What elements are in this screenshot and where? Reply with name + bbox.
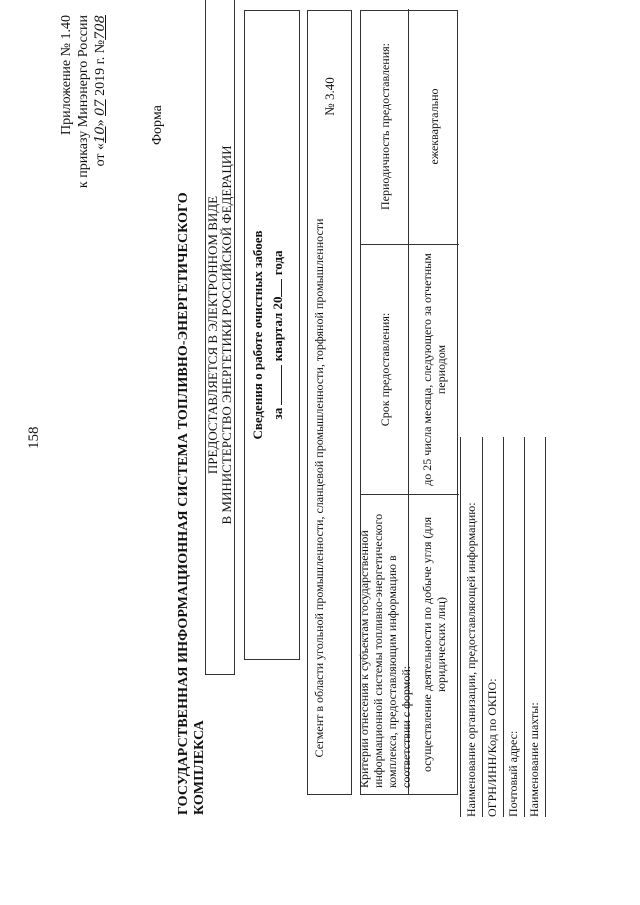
electronic-submission-box [205,0,235,675]
year-blank[interactable] [281,279,282,297]
report-period: за квартал 20 года [270,250,285,420]
deadline-header: Срок предоставления: [361,244,409,494]
page-number: 158 [26,426,42,449]
criteria-table [356,10,458,795]
info-fields [462,437,546,817]
appendix-block [58,15,109,215]
report-title-box [244,10,300,660]
period-header: Периодичность предоставления: [361,9,409,244]
electronic-line-1: ПРЕДОСТАВЛЯЕТСЯ В ЭЛЕКТРОННОМ ВИДЕ [205,195,220,475]
criteria-header: Критерии отнесения к субъектам государственной информационной системы топливно-энергетического комплекса, предоставляющим информацию в соответствии с формой: [361,494,409,794]
info-top-rule [460,437,461,817]
report-title: Сведения о работе очистных забоев [250,230,265,440]
appendix-line-1: Приложение № 1.40 [59,15,74,135]
form-number: № 3.40 [321,77,337,116]
org-name-field[interactable]: Наименование организации, предоставляющей информацию: [462,437,483,817]
ogrn-field[interactable]: ОГРН/ИНН/Код по ОКПО: [483,437,504,817]
period-cell: ежеквартально [427,88,441,165]
electronic-line-2: В МИНИСТЕРСТВО ЭНЕРГЕТИКИ РОССИЙСКОЙ ФЕДЕРАЦИИ [219,145,234,525]
deadline-cell: до 25 числа месяца, следующего за отчетным периодом [409,244,459,494]
handwritten-month: 07 [93,99,108,116]
mine-name-field[interactable]: Наименование шахты: [525,437,546,817]
appendix-line-2: к приказу Минэнерго России [76,15,91,189]
form-label: Форма [150,105,165,145]
handwritten-order-number: 708 [93,15,108,40]
postal-address-field[interactable]: Почтовый адрес: [504,437,525,817]
appendix-line-3: от «10» 07 2019 г. №708 [93,15,108,167]
activity-cell: осуществление деятельности по добыче угля (для юридических лиц) [409,494,459,794]
quarter-blank[interactable] [281,365,282,405]
system-title: ГОСУДАРСТВЕННАЯ ИНФОРМАЦИОННАЯ СИСТЕМА ТОПЛИВНО-ЭНЕРГЕТИЧЕСКОГО КОМПЛЕКСА [176,192,207,815]
handwritten-day: 10 [93,126,108,143]
segment-row [307,10,352,795]
segment-text: Сегмент в области угольной промышленности, сланцевой промышленности, торфяной промышленности [312,218,326,758]
